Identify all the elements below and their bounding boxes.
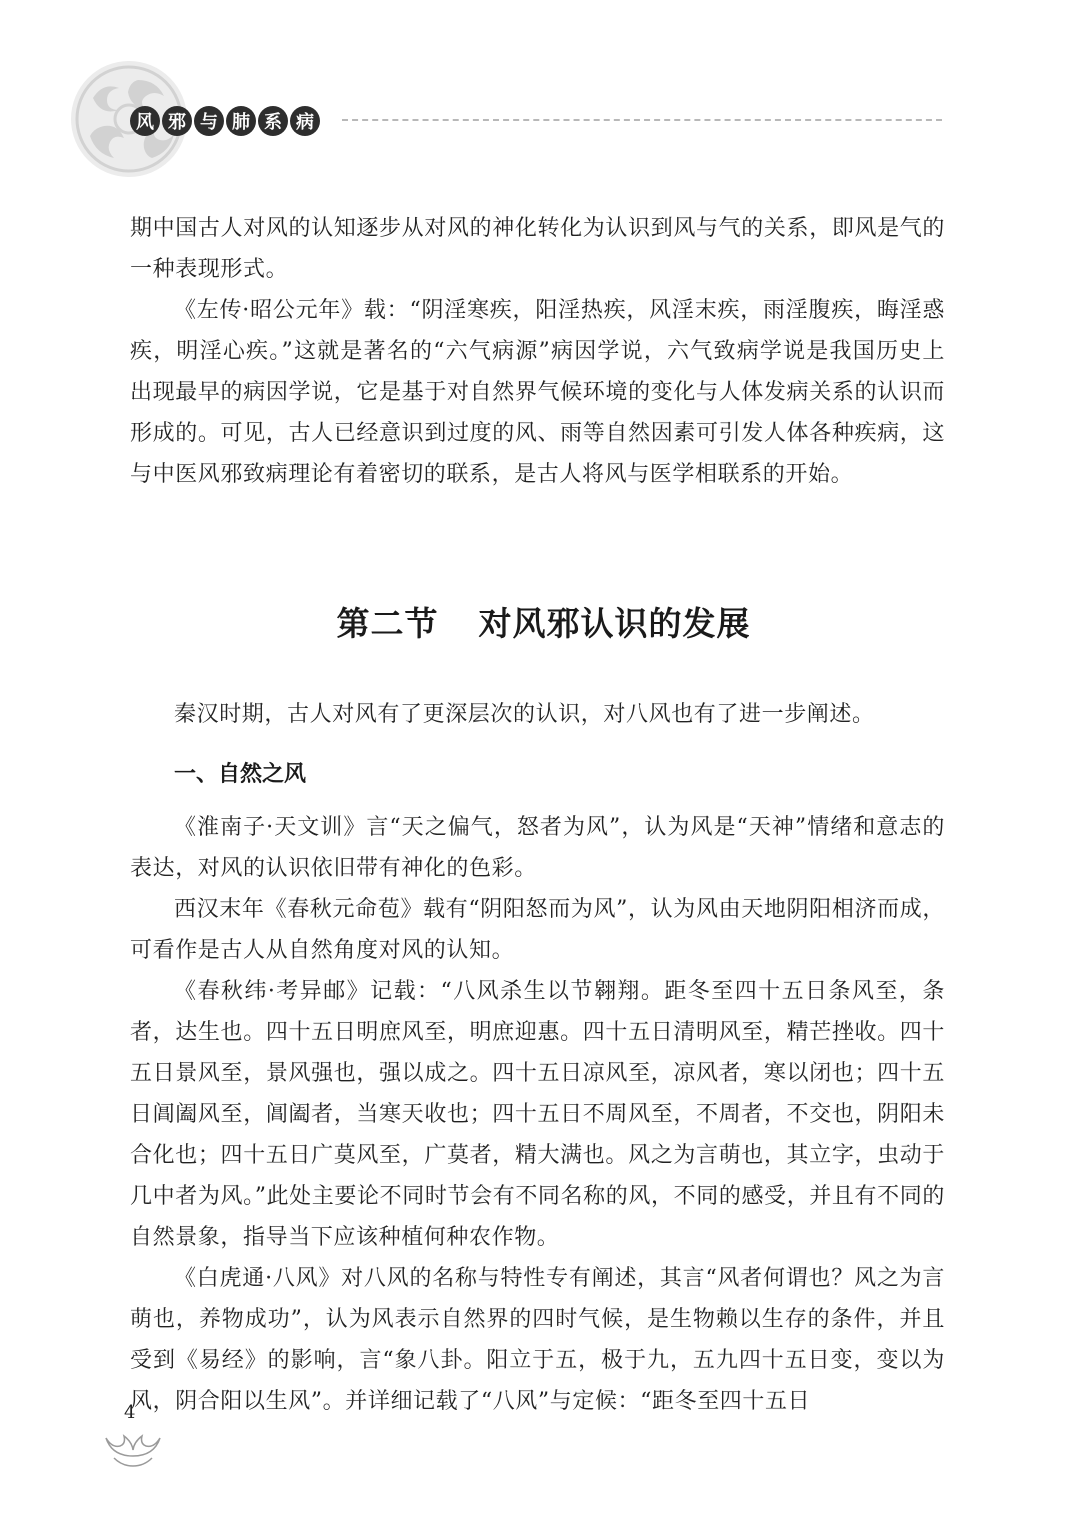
paragraph-zuozhuan: 《左传·昭公元年》载：“阴淫寒疾，阳淫热疾，风淫末疾，雨淫腹疾，晦淫惑疾，明淫心疾。”这就是著名的“六气病源”病因学说，六气致病学说是我国历史上出现最早的病因学说，它是基于对自然界气候环境的变化与人体发病关系的认识而形成的。可见，古人已经意识到过度的风、雨等自然因素可引发人体各种疾病，这与中医风邪致病理论有着密切的联系，是古人将风与医学相联系的开始。	[130, 298, 945, 487]
subsection-heading: 一、自然之风	[174, 762, 307, 787]
header-title-char: 系	[258, 106, 288, 136]
section-intro: 秦汉时期，古人对风有了更深层次的认识，对八风也有了进一步阐述。	[174, 702, 875, 727]
page-number: 4	[124, 1402, 136, 1423]
header-title-char: 风	[130, 106, 160, 136]
running-header	[0, 0, 1087, 200]
header-title-char: 病	[290, 106, 320, 136]
section-number: 第二节	[336, 604, 439, 643]
paragraph-chunqiu-yuanmingbao: 西汉末年《春秋元命苞》载有“阴阳怒而为风”，认为风由天地阴阳相济而成，可看作是古人从自然角度对风的认知。	[130, 897, 945, 963]
paragraph-baihutong: 《白虎通·八风》对八风的名称与特性专有阐述，其言“风者何谓也？风之为言萌也，养物成功”，认为风表示自然界的四时气候，是生物赖以生存的条件，并且受到《易经》的影响，言“象八卦。阳立于五，极于九，五九四十五日变，变以为风，阴合阳以生风”。并详细记载了“八风”与定候：“距冬至四十五日	[130, 1266, 945, 1414]
paragraph-huainanzi: 《淮南子·天文训》言“天之偏气，怒者为风”，认为风是“天神”情绪和意志的表达，对风的认识依旧带有神化的色彩。	[130, 815, 945, 881]
section-title	[0, 598, 1087, 645]
running-header-title	[130, 106, 320, 136]
paragraph-continued: 期中国古人对风的认知逐步从对风的神化转化为认识到风与气的关系，即风是气的一种表现形式。	[130, 216, 945, 282]
section-name: 对风邪认识的发展	[478, 604, 751, 643]
header-title-char: 与	[194, 106, 224, 136]
paragraph-kaoyiyou: 《春秋纬·考异邮》记载：“八风杀生以节翱翔。距冬至四十五日条风至，条者，达生也。四十五日明庶风至，明庶迎惠。四十五日清明风至，精芒挫收。四十五日景风至，景风强也，强以成之。四十五日凉风至，凉风者，寒以闭也；四十五日阊阖风至，阊阖者，当寒天收也；四十五日不周风至，不周者，不交也，阴阳未合化也；四十五日广莫风至，广莫者，精大满也。风之为言萌也，其立字，虫动于几中者为风。”此处主要论不同时节会有不同名称的风，不同的感受，并且有不同的自然景象，指导当下应该种植何种农作物。	[130, 979, 945, 1250]
header-title-char: 肺	[226, 106, 256, 136]
header-title-char: 邪	[162, 106, 192, 136]
cloud-swirl-small-ornament-icon	[100, 1418, 166, 1470]
header-dashed-rule	[342, 119, 942, 121]
